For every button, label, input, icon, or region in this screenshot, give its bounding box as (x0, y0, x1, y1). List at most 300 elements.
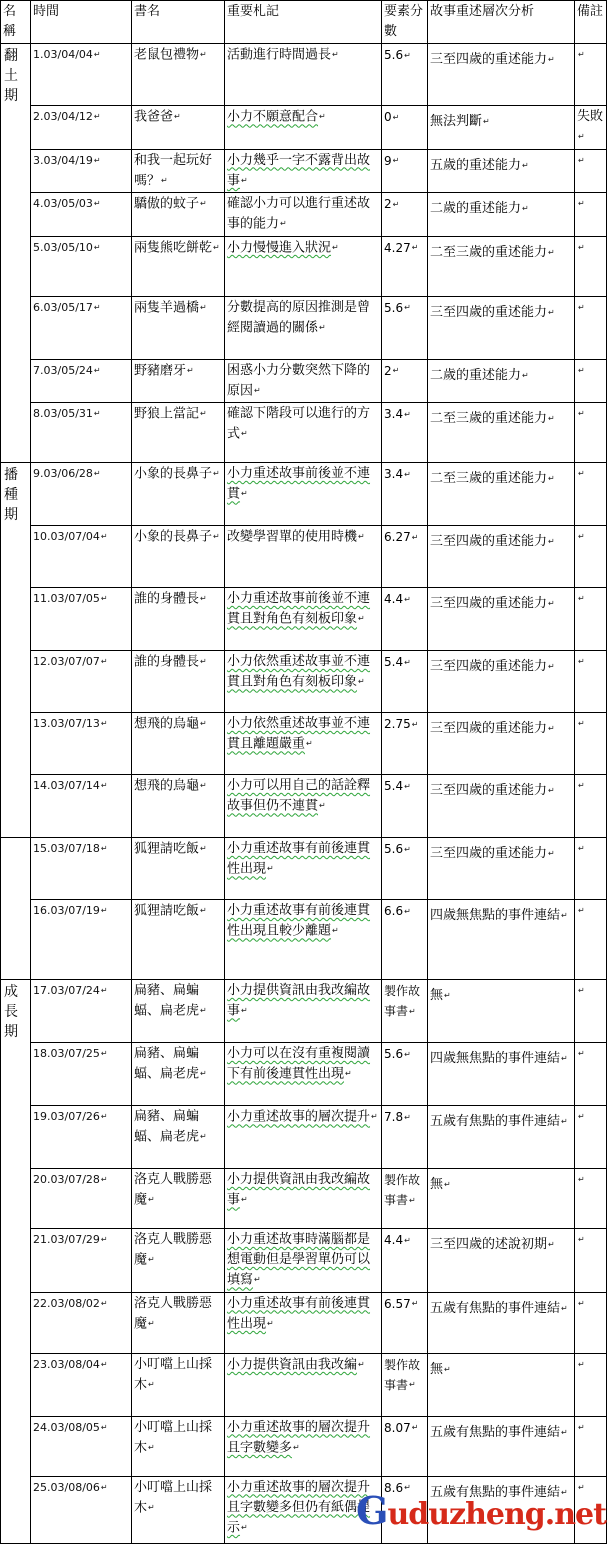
analysis-cell (428, 236, 575, 296)
score-cell-text: 製作故事書 (384, 984, 421, 1018)
paragraph-mark-icon: ↵ (148, 1318, 155, 1328)
book-cell-text: 小象的長鼻子 (134, 466, 213, 482)
book-cell-text: 誰的身體長 (134, 591, 200, 607)
note-cell (225, 1476, 382, 1543)
paragraph-mark-icon: ↵ (392, 366, 400, 375)
paragraph-mark-icon: ↵ (578, 302, 585, 312)
paragraph-mark-icon: ↵ (404, 1112, 411, 1122)
paragraph-mark-icon: ↵ (548, 662, 555, 671)
score-cell-text: 7.8 (384, 1110, 404, 1124)
paragraph-mark-icon: ↵ (578, 132, 585, 141)
header-notes: 重要札記 (225, 1, 382, 44)
remark-cell (575, 775, 607, 838)
analysis-cell-text: 三至四歲的重述能力 (430, 846, 548, 861)
book-cell (132, 1043, 225, 1106)
score-cell (382, 1416, 428, 1476)
book-cell (132, 838, 225, 900)
paragraph-mark-icon: ↵ (254, 1275, 261, 1284)
score-cell (382, 193, 428, 237)
paragraph-mark-icon: ↵ (392, 199, 400, 209)
remark-cell (575, 1229, 607, 1293)
remark-cell (575, 1416, 607, 1476)
paragraph-mark-icon: ↵ (404, 781, 411, 791)
paragraph-mark-icon: ↵ (548, 537, 555, 546)
remark-cell-text: 失敗 (577, 109, 604, 124)
book-cell-text: 我爸爸 (134, 109, 174, 125)
paragraph-mark-icon: ↵ (409, 1006, 416, 1016)
book-cell (132, 900, 225, 980)
date-cell-text: 15.03/07/18 (33, 842, 100, 855)
book-cell (132, 236, 225, 296)
paragraph-mark-icon: ↵ (174, 112, 181, 121)
date-cell-text: 4.03/05/03 (33, 197, 93, 210)
paragraph-mark-icon: ↵ (267, 864, 274, 873)
paragraph-mark-icon: ↵ (548, 55, 555, 64)
remark-cell (575, 296, 607, 359)
table-row (1, 980, 607, 1043)
paragraph-mark-icon: ↵ (100, 532, 108, 541)
score-cell (382, 1043, 428, 1106)
paragraph-mark-icon: ↵ (319, 801, 326, 810)
score-cell-text: 4.4 (384, 592, 404, 606)
note-cell-text: 小力重述故事有前後連貫性出現 (227, 841, 371, 877)
paragraph-mark-icon: ↵ (200, 906, 207, 915)
date-cell (31, 1292, 132, 1353)
note-cell (225, 713, 382, 775)
paragraph-mark-icon: ↵ (187, 365, 194, 375)
paragraph-mark-icon: ↵ (404, 303, 411, 312)
date-cell-text: 19.03/07/26 (33, 1110, 100, 1123)
score-cell (382, 775, 428, 838)
paragraph-mark-icon: ↵ (548, 849, 555, 858)
note-cell (225, 1292, 382, 1353)
book-cell (132, 588, 225, 651)
note-cell-text: 小力重述故事的層次提升且字數變多但仍有紙偶提示 (227, 1479, 371, 1535)
paragraph-mark-icon: ↵ (93, 199, 101, 208)
table-row (1, 651, 607, 713)
paragraph-mark-icon: ↵ (148, 1195, 155, 1204)
paragraph-mark-icon: ↵ (548, 724, 555, 733)
date-cell (31, 1416, 132, 1476)
date-cell (31, 44, 132, 106)
remark-cell (575, 193, 607, 237)
analysis-cell-text: 二歲的重述能力 (430, 367, 522, 383)
book-cell (132, 463, 225, 526)
table-row (1, 44, 607, 106)
paragraph-mark-icon: ↵ (371, 1112, 378, 1121)
date-cell (31, 1169, 132, 1229)
analysis-cell (428, 1476, 575, 1543)
paragraph-mark-icon: ↵ (578, 409, 585, 418)
analysis-cell (428, 1229, 575, 1293)
paragraph-mark-icon: ↵ (404, 1049, 411, 1059)
analysis-cell-text: 四歲無焦點的事件連結 (430, 908, 561, 923)
paragraph-mark-icon: ↵ (345, 1069, 352, 1078)
book-cell (132, 1169, 225, 1229)
book-cell-text: 洛克人戰勝惡魔 (134, 1232, 213, 1268)
note-cell-text: 小力依然重述故事並不連貫且離題嚴重 (227, 716, 371, 752)
book-cell-text: 老鼠包禮物 (134, 47, 200, 63)
paragraph-mark-icon: ↵ (578, 1049, 585, 1058)
period-cell: 成長期 (1, 980, 31, 1544)
paragraph-mark-icon: ↵ (241, 1006, 248, 1015)
paragraph-mark-icon: ↵ (404, 409, 411, 419)
table-row (1, 588, 607, 651)
analysis-cell (428, 1353, 575, 1416)
paragraph-mark-icon: ↵ (100, 594, 108, 603)
paragraph-mark-icon: ↵ (411, 243, 419, 252)
table-row (1, 1229, 607, 1293)
date-cell (31, 1043, 132, 1106)
paragraph-mark-icon: ↵ (93, 242, 101, 252)
book-cell-text: 兩隻熊吃餅乾 (134, 240, 213, 255)
paragraph-mark-icon: ↵ (200, 594, 207, 603)
date-cell-text: 8.03/05/31 (33, 407, 93, 420)
date-cell (31, 296, 132, 359)
note-cell-text: 小力幾乎一字不露背出故事 (227, 152, 371, 188)
score-cell-text: 製作故事書 (384, 1357, 421, 1392)
paragraph-mark-icon: ↵ (522, 370, 529, 380)
paragraph-mark-icon: ↵ (578, 1422, 585, 1432)
book-cell (132, 149, 225, 193)
table-row (1, 775, 607, 838)
paragraph-mark-icon: ↵ (548, 247, 555, 257)
score-cell-text: 5.6 (384, 300, 404, 315)
score-cell (382, 106, 428, 150)
score-cell-text: 5.4 (384, 779, 404, 793)
paragraph-mark-icon: ↵ (200, 1069, 207, 1078)
date-cell-text: 2.03/04/12 (33, 110, 93, 123)
paragraph-mark-icon: ↵ (100, 1235, 108, 1244)
paragraph-mark-icon: ↵ (561, 1487, 568, 1497)
date-cell-text: 22.03/08/02 (33, 1296, 100, 1310)
table-row (1, 296, 607, 359)
date-cell-text: 23.03/08/04 (33, 1357, 100, 1371)
paragraph-mark-icon: ↵ (548, 474, 555, 483)
analysis-cell-text: 三至四歲的重述能力 (430, 659, 548, 674)
score-cell (382, 713, 428, 775)
remark-cell (575, 651, 607, 713)
paragraph-mark-icon: ↵ (306, 739, 313, 748)
note-cell (225, 403, 382, 463)
header-score: 要素分數 (382, 1, 428, 44)
score-cell-text: 8.07 (384, 1420, 411, 1435)
table-row (1, 149, 607, 193)
paragraph-mark-icon: ↵ (404, 50, 411, 60)
paragraph-mark-icon: ↵ (332, 50, 339, 59)
remark-cell (575, 980, 607, 1043)
remark-cell (575, 588, 607, 651)
table-row (1, 463, 607, 526)
paragraph-mark-icon: ↵ (578, 365, 585, 375)
score-cell (382, 44, 428, 106)
paragraph-mark-icon: ↵ (200, 844, 207, 853)
table-row (1, 838, 607, 900)
score-cell-text: 製作故事書 (384, 1173, 421, 1207)
paragraph-mark-icon: ↵ (93, 155, 101, 165)
date-cell (31, 403, 132, 463)
paragraph-mark-icon: ↵ (93, 112, 101, 121)
score-cell-text: 6.57 (384, 1296, 411, 1311)
score-cell-text: 2.75 (384, 717, 411, 731)
paragraph-mark-icon: ↵ (100, 1482, 108, 1492)
book-cell-text: 小叮噹上山採木 (134, 1479, 213, 1515)
analysis-cell (428, 900, 575, 980)
score-cell (382, 838, 428, 900)
note-cell-text: 小力提供資訊由我改編 (227, 1357, 358, 1372)
paragraph-mark-icon: ↵ (392, 112, 400, 122)
note-cell (225, 526, 382, 588)
analysis-cell-text: 五歲有焦點的事件連結 (430, 1484, 561, 1500)
book-cell (132, 359, 225, 403)
paragraph-mark-icon: ↵ (578, 719, 585, 728)
score-cell-text: 6.6 (384, 904, 404, 918)
header-row (1, 1, 607, 44)
analysis-cell (428, 149, 575, 193)
paragraph-mark-icon: ↵ (409, 1380, 416, 1389)
book-cell-text: 扁豬、扁蝙蝠、扁老虎 (134, 1046, 200, 1082)
paragraph-mark-icon: ↵ (578, 657, 585, 666)
table-row (1, 193, 607, 237)
date-cell (31, 651, 132, 713)
remark-cell (575, 463, 607, 526)
note-cell (225, 296, 382, 359)
analysis-cell (428, 403, 575, 463)
paragraph-mark-icon: ↵ (404, 906, 411, 916)
paragraph-mark-icon: ↵ (241, 429, 248, 438)
remark-cell (575, 149, 607, 193)
table-row (1, 1416, 607, 1476)
remark-cell (575, 236, 607, 296)
book-cell-text: 誰的身體長 (134, 654, 200, 670)
table-row (1, 403, 607, 463)
paragraph-mark-icon: ↵ (578, 986, 585, 995)
date-cell-text: 10.03/07/04 (33, 530, 100, 543)
date-cell (31, 1106, 132, 1169)
paragraph-mark-icon: ↵ (404, 594, 411, 604)
analysis-cell (428, 106, 575, 150)
paragraph-mark-icon: ↵ (578, 594, 585, 603)
paragraph-mark-icon: ↵ (100, 719, 108, 728)
book-cell-text: 狐狸請吃飯 (134, 841, 200, 857)
book-cell (132, 651, 225, 713)
score-cell (382, 1353, 428, 1416)
paragraph-mark-icon: ↵ (200, 409, 207, 418)
table-row (1, 1043, 607, 1106)
score-cell (382, 403, 428, 463)
paragraph-mark-icon: ↵ (578, 469, 585, 478)
paragraph-mark-icon: ↵ (358, 677, 365, 686)
table-row (1, 1476, 607, 1543)
paragraph-mark-icon: ↵ (411, 1423, 419, 1432)
remark-cell (575, 1476, 607, 1543)
analysis-cell (428, 359, 575, 403)
paragraph-mark-icon: ↵ (100, 986, 108, 995)
paragraph-mark-icon: ↵ (392, 156, 400, 165)
date-cell (31, 1476, 132, 1543)
paragraph-mark-icon: ↵ (578, 532, 585, 541)
note-cell (225, 106, 382, 150)
paragraph-mark-icon: ↵ (578, 1298, 585, 1308)
paragraph-mark-icon: ↵ (561, 1427, 568, 1437)
note-cell-text: 小力可以用自己的話詮釋故事但仍不連貫 (227, 778, 371, 814)
book-cell (132, 980, 225, 1043)
analysis-cell-text: 五歲的重述能力 (430, 157, 522, 173)
paragraph-mark-icon: ↵ (358, 1359, 365, 1369)
paragraph-mark-icon: ↵ (561, 1303, 568, 1313)
paragraph-mark-icon: ↵ (100, 657, 108, 666)
date-cell (31, 838, 132, 900)
paragraph-mark-icon: ↵ (241, 489, 248, 498)
remark-cell (575, 526, 607, 588)
paragraph-mark-icon: ↵ (267, 1318, 274, 1328)
analysis-cell-text: 三至四歲的重述能力 (430, 783, 548, 798)
paragraph-mark-icon: ↵ (100, 781, 108, 790)
score-cell (382, 980, 428, 1043)
date-cell (31, 980, 132, 1043)
paragraph-mark-icon: ↵ (200, 781, 207, 790)
paragraph-mark-icon: ↵ (561, 1054, 568, 1063)
book-cell (132, 44, 225, 106)
note-cell-text: 分數提高的原因推測是曾經閱讀過的關係 (227, 299, 371, 335)
score-cell-text: 3.4 (384, 407, 404, 421)
paragraph-mark-icon: ↵ (100, 844, 108, 853)
score-cell-text: 2 (384, 197, 392, 211)
paragraph-mark-icon: ↵ (100, 1049, 108, 1058)
analysis-cell (428, 713, 575, 775)
analysis-cell (428, 1106, 575, 1169)
period-cell (1, 838, 31, 980)
paragraph-mark-icon: ↵ (578, 1235, 585, 1244)
book-cell-text: 洛克人戰勝惡魔 (134, 1295, 213, 1331)
paragraph-mark-icon: ↵ (411, 719, 419, 729)
remark-cell (575, 838, 607, 900)
note-cell-text: 小力重述故事時滿腦都是想電動但是學習單仍可以填寫 (227, 1232, 371, 1288)
book-cell-text: 野狼上當記 (134, 406, 200, 422)
score-cell (382, 1476, 428, 1543)
book-cell-text: 扁豬、扁蝙蝠、扁老虎 (134, 1109, 200, 1145)
note-cell (225, 588, 382, 651)
paragraph-mark-icon: ↵ (100, 1359, 108, 1369)
date-cell-text: 5.03/05/10 (33, 240, 93, 254)
book-cell-text: 扁豬、扁蝙蝠、扁老虎 (134, 983, 200, 1019)
score-cell (382, 588, 428, 651)
paragraph-mark-icon: ↵ (578, 199, 585, 208)
paragraph-mark-icon: ↵ (548, 307, 555, 317)
date-cell-text: 1.03/04/04 (33, 48, 93, 61)
book-cell-text: 想飛的烏龜 (134, 716, 200, 732)
date-cell (31, 1353, 132, 1416)
note-cell-text: 活動進行時間過長 (227, 47, 332, 63)
note-cell (225, 359, 382, 403)
remark-cell (575, 900, 607, 980)
header-name: 名稱 (1, 1, 31, 44)
note-cell-text: 小力提供資訊由我改編故事 (227, 983, 371, 1019)
paragraph-mark-icon: ↵ (578, 1112, 585, 1121)
paragraph-mark-icon: ↵ (578, 844, 585, 853)
note-cell-text: 小力依然重述故事並不連貫且對角色有刻板印象 (227, 654, 371, 690)
note-cell (225, 838, 382, 900)
analysis-cell (428, 526, 575, 588)
score-cell (382, 463, 428, 526)
date-cell (31, 775, 132, 838)
date-cell-text: 7.03/05/24 (33, 363, 93, 377)
note-cell-text: 小力重述故事有前後連貫性出現 (227, 1295, 371, 1331)
paragraph-mark-icon: ↵ (148, 1502, 155, 1512)
paragraph-mark-icon: ↵ (200, 657, 207, 666)
paragraph-mark-icon: ↵ (100, 1175, 108, 1184)
date-cell-text: 6.03/05/17 (33, 300, 93, 314)
paragraph-mark-icon: ↵ (578, 50, 585, 59)
paragraph-mark-icon: ↵ (404, 469, 411, 479)
book-cell (132, 403, 225, 463)
note-cell-text: 小力可以在沒有重複閱讀下有前後連貫性出現 (227, 1046, 371, 1082)
book-cell-text: 兩隻羊過橋 (134, 300, 200, 315)
paragraph-mark-icon: ↵ (241, 175, 248, 185)
date-cell-text: 12.03/07/07 (33, 655, 100, 668)
paragraph-mark-icon: ↵ (358, 532, 365, 541)
book-cell (132, 1106, 225, 1169)
score-cell (382, 526, 428, 588)
paragraph-mark-icon: ↵ (213, 469, 220, 478)
paragraph-mark-icon: ↵ (319, 112, 326, 121)
score-cell (382, 1292, 428, 1353)
paragraph-mark-icon: ↵ (100, 1422, 108, 1432)
book-cell-text: 驕傲的蚊子 (134, 196, 200, 212)
remark-cell (575, 713, 607, 775)
paragraph-mark-icon: ↵ (548, 414, 555, 423)
note-cell (225, 149, 382, 193)
paragraph-mark-icon: ↵ (332, 242, 339, 252)
note-cell-text: 小力重述故事前後並不連貫 (227, 466, 371, 502)
date-cell-text: 20.03/07/28 (33, 1173, 100, 1186)
table-row (1, 1292, 607, 1353)
paragraph-mark-icon: ↵ (548, 599, 555, 608)
score-cell-text: 5.6 (384, 48, 404, 62)
book-cell (132, 526, 225, 588)
paragraph-mark-icon: ↵ (100, 1298, 108, 1308)
date-cell-text: 21.03/07/29 (33, 1233, 100, 1246)
date-cell (31, 106, 132, 150)
paragraph-mark-icon: ↵ (578, 1175, 585, 1184)
paragraph-mark-icon: ↵ (93, 409, 101, 418)
table-row (1, 1106, 607, 1169)
paragraph-mark-icon: ↵ (100, 1112, 108, 1121)
paragraph-mark-icon: ↵ (578, 242, 585, 252)
table-row (1, 713, 607, 775)
analysis-cell (428, 296, 575, 359)
paragraph-mark-icon: ↵ (254, 385, 261, 395)
remark-cell (575, 359, 607, 403)
analysis-cell (428, 193, 575, 237)
book-cell (132, 1292, 225, 1353)
paragraph-mark-icon: ↵ (404, 1483, 411, 1492)
book-cell-text: 洛克人戰勝惡魔 (134, 1172, 213, 1208)
paragraph-mark-icon: ↵ (280, 219, 287, 228)
paragraph-mark-icon: ↵ (200, 1006, 207, 1015)
analysis-cell-text: 五歲有焦點的事件連結 (430, 1114, 561, 1129)
remark-cell (575, 403, 607, 463)
date-cell-text: 25.03/08/06 (33, 1480, 100, 1494)
analysis-cell-text: 五歲有焦點的事件連結 (430, 1424, 561, 1440)
book-cell-text: 小叮噹上山採木 (134, 1356, 213, 1392)
analysis-cell (428, 463, 575, 526)
analysis-cell-text: 五歲有焦點的事件連結 (430, 1300, 561, 1316)
date-cell-text: 24.03/08/05 (33, 1420, 100, 1434)
analysis-cell-text: 三至四歲的述說初期 (430, 1237, 548, 1252)
note-cell (225, 463, 382, 526)
header-book: 書名 (132, 1, 225, 44)
